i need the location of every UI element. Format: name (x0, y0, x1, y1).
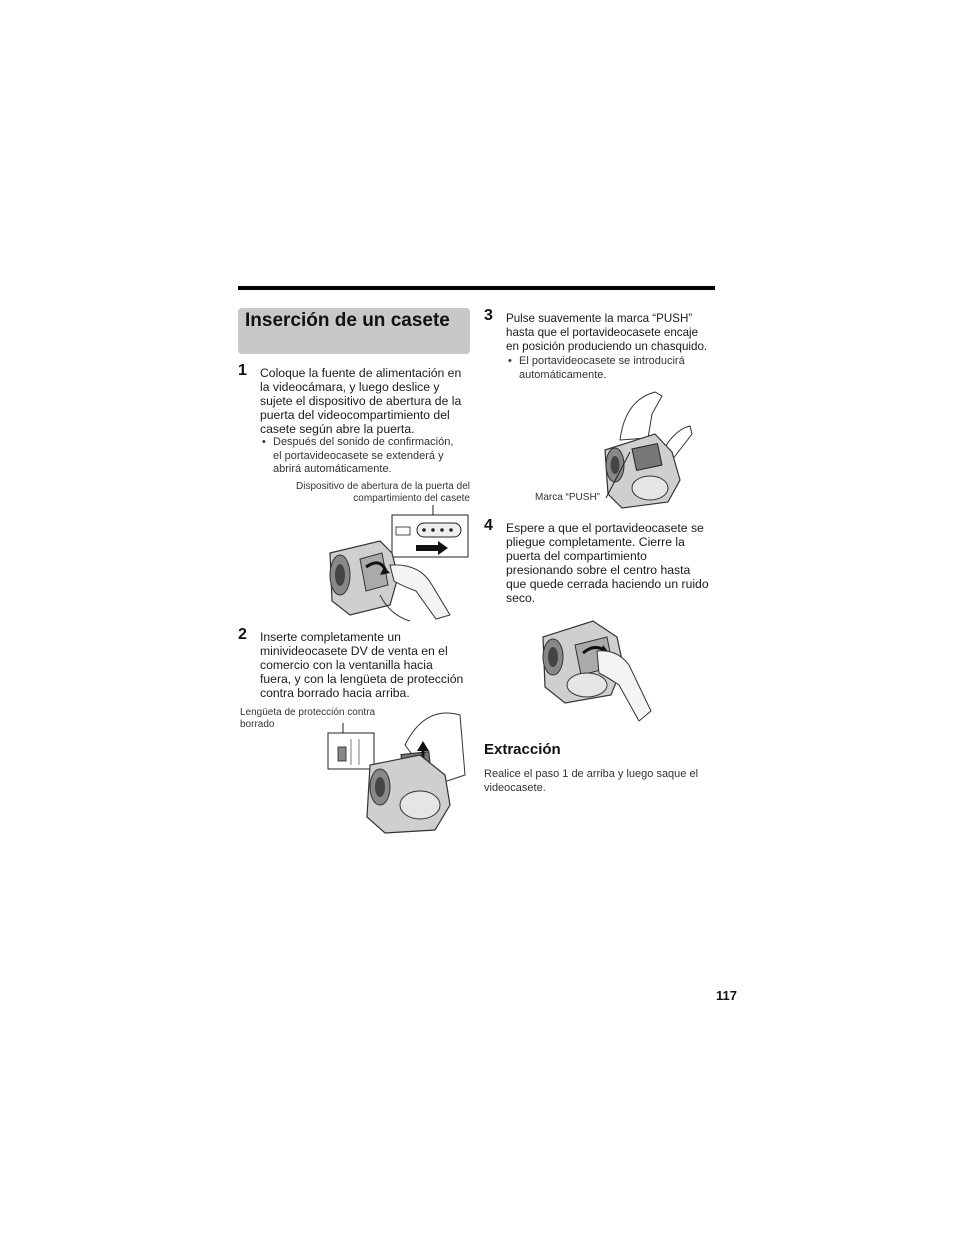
step-1-number: 1 (238, 362, 247, 379)
step-4-number: 4 (484, 517, 493, 534)
step-1-bullet (262, 436, 478, 477)
step-1-line: sujete el dispositivo de abertura de la (260, 394, 462, 408)
camcorder-door-open-icon (320, 505, 475, 625)
step-3-bullet (508, 355, 719, 382)
step-1-bullet-line: Después del sonido de confirmación, (273, 436, 454, 448)
step-2-text (260, 630, 475, 700)
step-4-line: presionando sobre el centro hasta (506, 563, 691, 577)
step-4-text (506, 521, 721, 605)
step-1-caption-line: compartimiento del casete (353, 493, 470, 504)
step-3-number: 3 (484, 307, 493, 324)
step-1-caption (260, 481, 470, 505)
page-number: 117 (716, 988, 737, 1003)
extraction-line: videocasete. (484, 781, 546, 794)
step-4-line: pliegue completamente. Cierre la (506, 535, 685, 549)
extraction-text (484, 768, 719, 795)
step-4-line: puerta del compartimiento (506, 549, 647, 563)
step-2-line: comercio con la ventanilla hacia (260, 658, 433, 672)
step-4-line: seco. (506, 591, 536, 605)
step-2-caption-line: borrado (240, 719, 275, 730)
close-door-icon (535, 615, 665, 735)
step-2-line: minivideocasete DV de venta en el (260, 644, 448, 658)
bullet-dot-icon: • (262, 436, 266, 448)
step-1-line: Coloque la fuente de alimentación en (260, 366, 462, 380)
step-3-line: Pulse suavemente la marca “PUSH” (506, 312, 693, 325)
step-3-bullet-line: El portavideocasete se introducirá (519, 355, 685, 367)
step-2-caption-line: Lengüeta de protección contra (240, 707, 376, 718)
step-3-line: hasta que el portavideocasete encaje (506, 326, 699, 339)
header-rule (238, 286, 715, 290)
step-1-text (260, 366, 475, 436)
step-1-line: puerta del videocompartimiento del (260, 408, 450, 422)
step-2-line: fuera, y con la lengüeta de protección (260, 672, 464, 686)
step-1-bullet-line: el portavideocasete se extenderá y (273, 449, 444, 462)
step-3-bullet-line: automáticamente. (519, 368, 607, 381)
step-2-line: Inserte completamente un (260, 630, 401, 644)
extraction-line: Realice el paso 1 de arriba y luego saque el (484, 768, 699, 780)
step-1-line: la videocámara, y luego deslice y (260, 380, 440, 394)
bullet-dot-icon: • (508, 355, 512, 367)
step-2-number: 2 (238, 626, 247, 643)
step-3-line: en posición produciendo un chasquido. (506, 340, 708, 353)
step-3-text (506, 312, 721, 354)
section-title: Inserción de un casete (245, 310, 450, 331)
step-3-caption: Marca “PUSH” (535, 492, 601, 503)
step-4-line: Espere a que el portavideocasete se (506, 521, 704, 535)
step-1-line: casete según abre la puerta. (260, 422, 415, 436)
step-2-line: contra borrado hacia arriba. (260, 686, 410, 700)
step-1-bullet-line: abrirá automáticamente. (273, 463, 392, 475)
cassette-insert-icon (325, 705, 475, 835)
push-mark-icon (600, 390, 695, 510)
step-1-caption-line: Dispositivo de abertura de la puerta del (296, 481, 470, 492)
extraction-heading: Extracción (484, 741, 561, 758)
step-4-line: que quede cerrada haciendo un ruido (506, 577, 709, 591)
